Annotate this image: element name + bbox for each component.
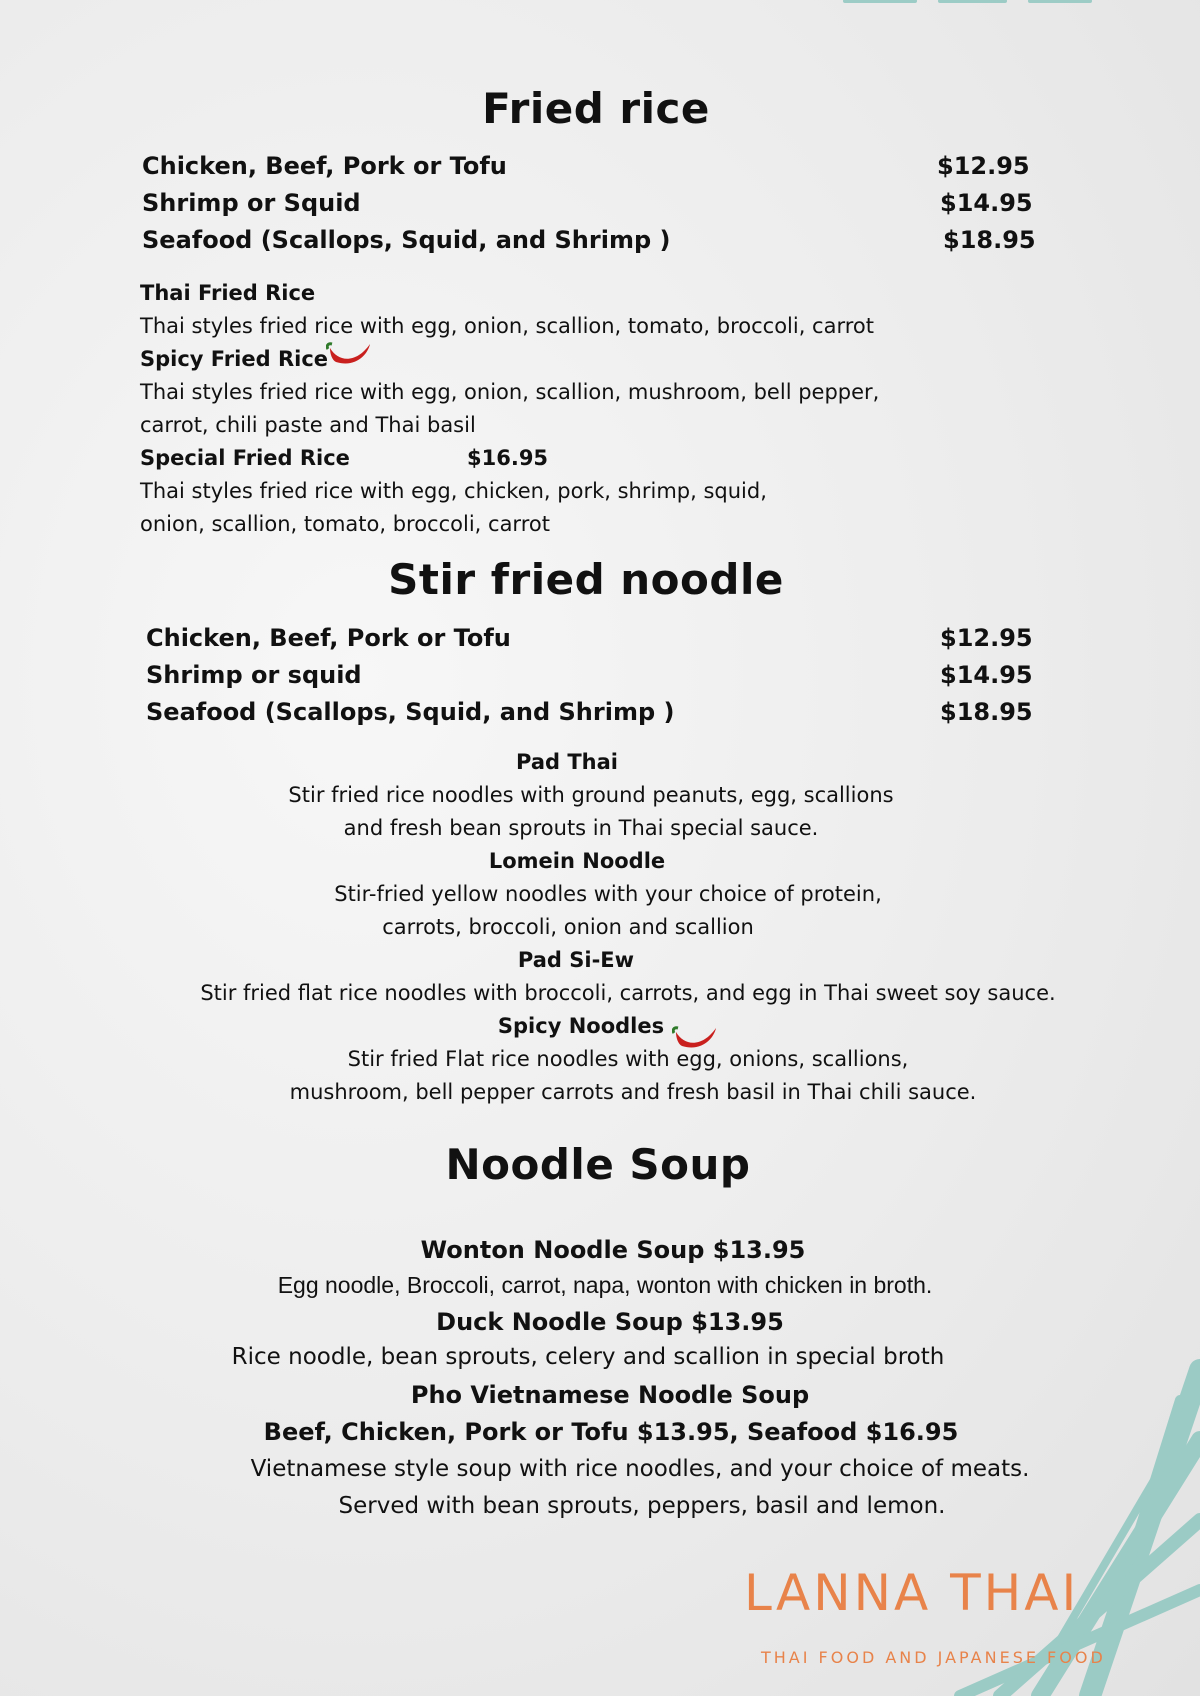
stir-fried-price-label-2: Shrimp or squid — [146, 661, 362, 689]
dish-name-special-fried-rice: Special Fried Rice — [140, 446, 350, 470]
soup-name-pho: Pho Vietnamese Noodle Soup — [410, 1381, 810, 1409]
section-title-stir-fried-noodle: Stir fried noodle — [388, 555, 784, 604]
fried-rice-price-label-1: Chicken, Beef, Pork or Tofu — [142, 152, 507, 180]
stir-fried-price-label-3: Seafood (Scallops, Squid, and Shrimp ) — [146, 698, 675, 726]
soup-desc-pho-line-1: Vietnamese style soup with rice noodles, and your choice of meats. — [250, 1456, 1030, 1482]
brand-logo-text: LANNA THAI — [744, 1564, 1080, 1622]
section-title-noodle-soup: Noodle Soup — [445, 1140, 751, 1189]
dish-desc-spicy-fried-rice-line-1: Thai styles fried rice with egg, onion, scallion, mushroom, bell pepper, — [140, 380, 880, 404]
chili-pepper-icon — [326, 340, 374, 370]
dish-desc-thai-fried-rice: Thai styles fried rice with egg, onion, scallion, tomato, broccoli, carrot — [140, 314, 874, 338]
dish-desc-lomein-line-1: Stir-fried yellow noodles with your choice of protein, — [334, 882, 882, 906]
fried-rice-price-label-2: Shrimp or Squid — [142, 189, 361, 217]
fried-rice-price-label-3: Seafood (Scallops, Squid, and Shrimp ) — [142, 226, 671, 254]
brand-tagline: THAI FOOD AND JAPANESE FOOD — [761, 1648, 1106, 1667]
dish-desc-spicy-noodles-line-1: Stir fried Flat rice noodles with egg, onions, scallions, — [347, 1047, 909, 1071]
fried-rice-price-2: $14.95 — [940, 189, 1033, 217]
dish-name-thai-fried-rice: Thai Fried Rice — [140, 281, 316, 305]
dish-desc-spicy-fried-rice-line-2: carrot, chili paste and Thai basil — [140, 413, 476, 437]
soup-name-duck: Duck Noodle Soup $13.95 — [436, 1308, 784, 1336]
dish-desc-pad-si-ew: Stir fried flat rice noodles with broccoli, carrots, and egg in Thai sweet soy sauce. — [200, 981, 1056, 1005]
soup-name-wonton: Wonton Noodle Soup $13.95 — [420, 1236, 806, 1264]
section-title-fried-rice: Fried rice — [482, 84, 710, 133]
dish-name-pad-thai: Pad Thai — [516, 750, 618, 774]
dish-desc-lomein-line-2: carrots, broccoli, onion and scallion — [382, 915, 754, 939]
fried-rice-price-1: $12.95 — [937, 152, 1030, 180]
soup-desc-wonton: Egg noodle, Broccoli, carrot, napa, wonton with chicken in broth. — [277, 1272, 933, 1298]
dish-desc-special-fried-rice-line-1: Thai styles fried rice with egg, chicken, pork, shrimp, squid, — [140, 479, 767, 503]
stir-fried-price-1: $12.95 — [940, 624, 1033, 652]
dish-desc-pad-thai-line-1: Stir fried rice noodles with ground peanuts, egg, scallions — [288, 783, 894, 807]
dish-desc-pad-thai-line-2: and fresh bean sprouts in Thai special sauce. — [343, 816, 819, 840]
dish-name-pad-si-ew: Pad Si-Ew — [517, 948, 635, 972]
soup-desc-duck: Rice noodle, bean sprouts, celery and scallion in special broth — [231, 1344, 945, 1370]
soup-prices-pho: Beef, Chicken, Pork or Tofu $13.95, Seafood $16.95 — [263, 1418, 959, 1446]
dish-desc-spicy-noodles-line-2: mushroom, bell pepper carrots and fresh basil in Thai chili sauce. — [289, 1080, 977, 1104]
dish-price-special-fried-rice: $16.95 — [467, 446, 549, 470]
dish-desc-special-fried-rice-line-2: onion, scallion, tomato, broccoli, carrot — [140, 512, 550, 536]
soup-desc-pho-line-2: Served with bean sprouts, peppers, basil and lemon. — [338, 1493, 946, 1519]
stir-fried-price-label-1: Chicken, Beef, Pork or Tofu — [146, 624, 511, 652]
fried-rice-price-3: $18.95 — [943, 226, 1036, 254]
dish-name-spicy-noodles: Spicy Noodles — [497, 1014, 665, 1038]
stir-fried-price-3: $18.95 — [940, 698, 1033, 726]
dish-name-lomein-noodle: Lomein Noodle — [488, 849, 666, 873]
stir-fried-price-2: $14.95 — [940, 661, 1033, 689]
dish-name-spicy-fried-rice: Spicy Fried Rice — [140, 347, 329, 371]
